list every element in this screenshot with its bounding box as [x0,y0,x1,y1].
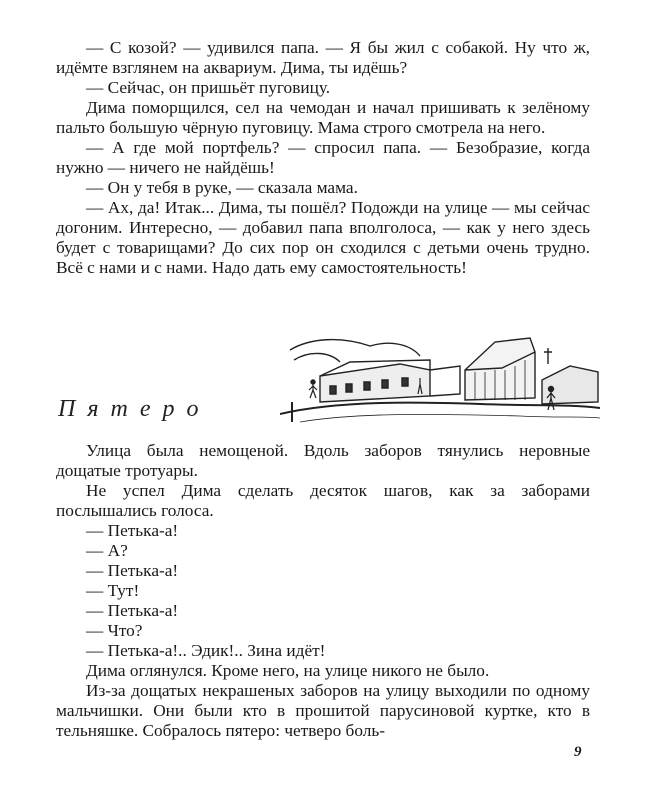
dialogue-line: — Тут! [86,581,140,600]
page-number: 9 [574,744,582,760]
dialogue-line: — Петька-а! [86,561,179,580]
chapter-title: Пятеро [58,396,211,422]
top-text-block [56,38,590,278]
paragraph: Дима оглянулся. Кроме него, на улице никого не было. [86,661,490,680]
paragraph: Улица была немощеной. Вдоль заборов тянулись неровные дощатые тротуары. [56,441,590,480]
paragraph: — Он у тебя в руке, — сказала мама. [86,178,358,197]
bottom-text-block [56,441,590,741]
paragraph: — С козой? — удивился папа. — Я бы жил с собакой. Ну что ж, идёмте взглянем на аквариум. Дима, ты идёшь? [56,38,590,77]
paragraph: Не успел Дима сделать десяток шагов, как за заборами послышались голоса. [56,481,590,520]
dialogue-line: — Петька-а! [86,601,179,620]
paragraph: — Сейчас, он пришьёт пуговицу. [86,78,331,97]
village-street-illustration [280,330,600,432]
dialogue-line: — А? [86,541,128,560]
paragraph: — А где мой портфель? — спросил папа. — Безобразие, когда нужно — ничего не найдёшь! [56,138,590,177]
paragraph: — Ах, да! Итак... Дима, ты пошёл? Подожди на улице — мы сейчас догоним. Интересно, — добавил папа вполголоса, — как у него здесь будет с товарищами? До сих пор он сходился с детьми очень трудно. Всё с нами и с нами. Надо дать ему самостоятельность! [56,198,590,277]
dialogue-line: — Петька-а!.. Эдик!.. Зина идёт! [86,641,326,660]
paragraph: Из-за дощатых некрашеных заборов на улицу выходили по одному мальчишки. Они были кто в прошитой парусиновой куртке, кто в тельняшке. Собралось пятеро: четверо боль- [56,681,590,740]
dialogue-line: — Петька-а! [86,521,179,540]
paragraph: Дима поморщился, сел на чемодан и начал пришивать к зелёному пальто большую чёрную пуговицу. Мама строго смотрела на него. [56,98,590,137]
dialogue-line: — Что? [86,621,143,640]
